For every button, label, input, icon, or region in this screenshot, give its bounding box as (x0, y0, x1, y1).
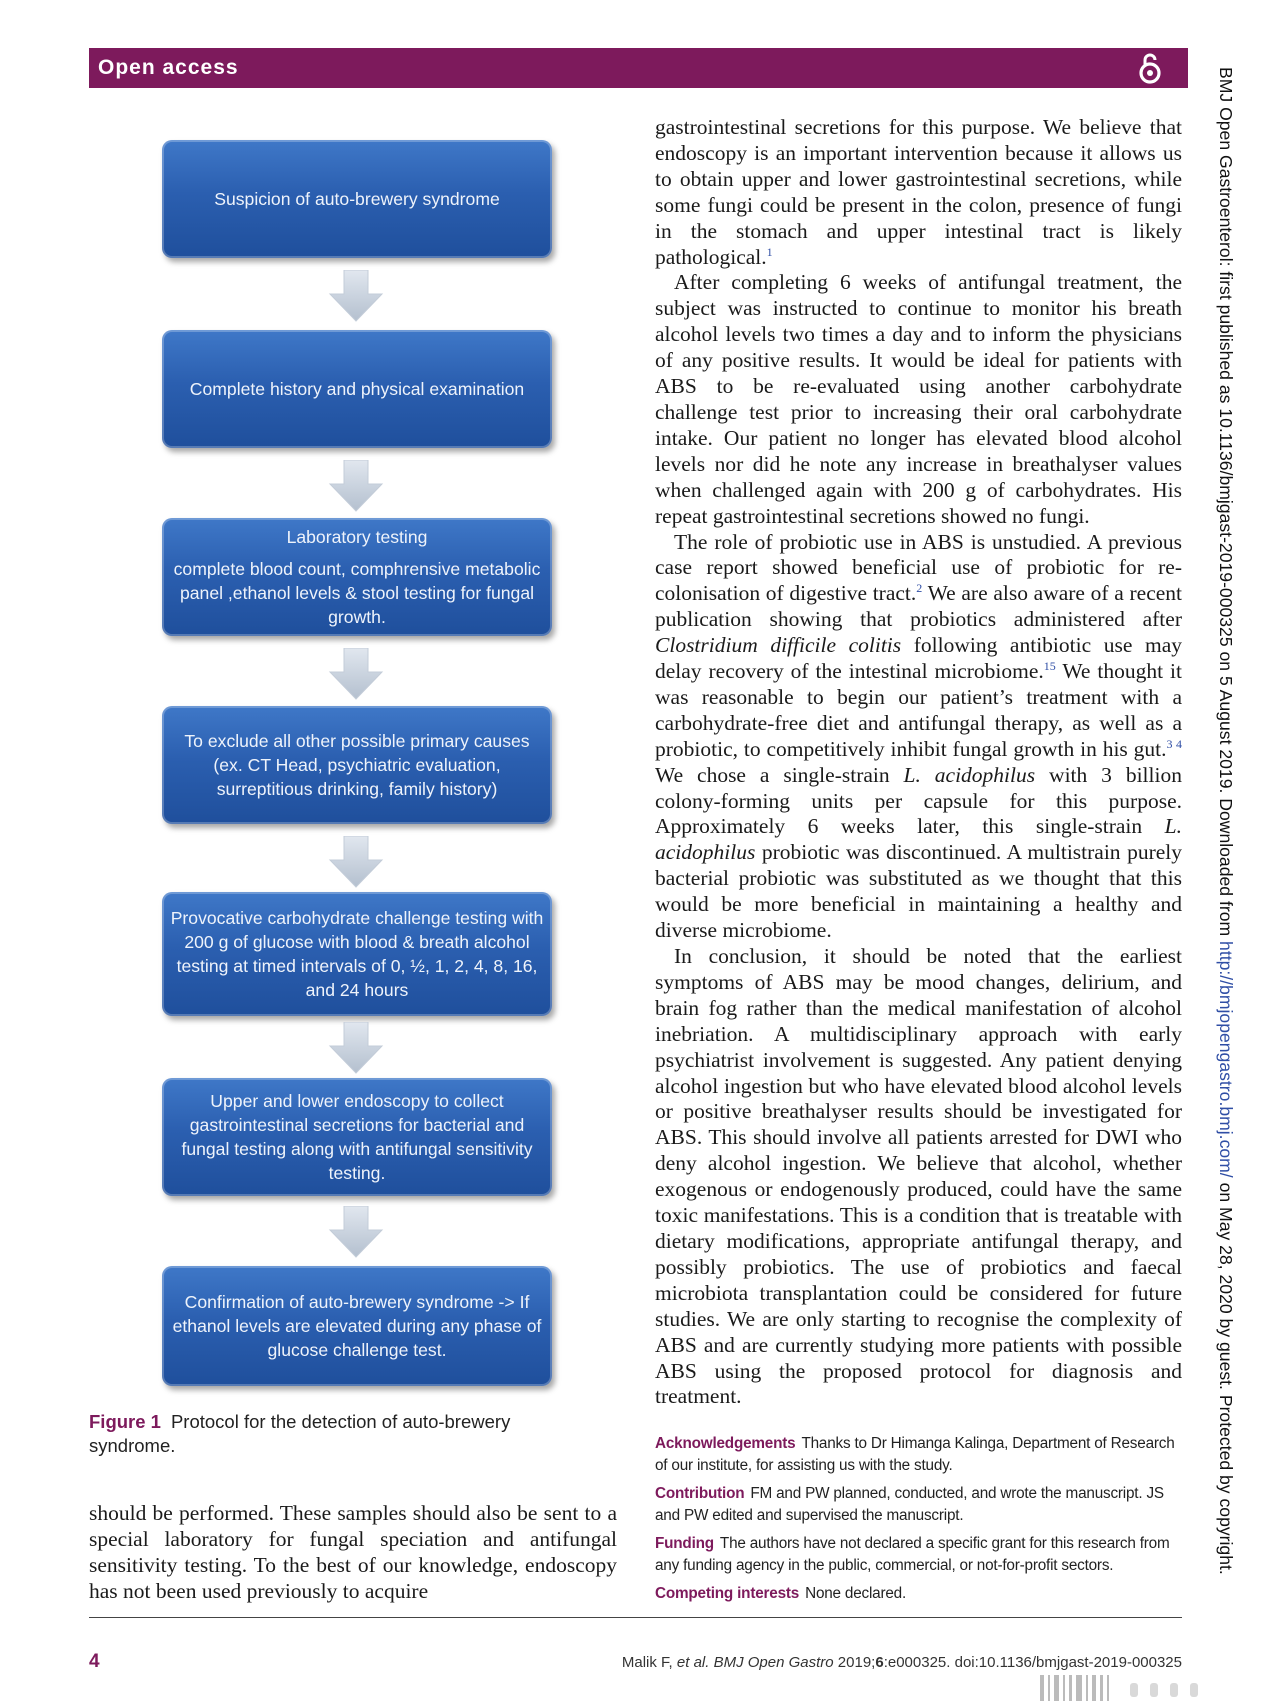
down-arrow-icon (328, 648, 384, 700)
flow-box-exclusion (162, 706, 552, 824)
flow-box-challenge-test (162, 892, 552, 1016)
citation-etal: et al. (676, 1654, 710, 1671)
body-paragraph (655, 530, 1182, 945)
citation-volume: 6 (875, 1654, 884, 1671)
flow-box-text: Confirmation of auto-brewery syndrome -> If ethanol levels are elevated during any phase of glucose challenge test. (172, 1292, 542, 1360)
section-heading: Acknowledgements (655, 1435, 796, 1452)
flow-box-text: Complete history and physical examination (189, 379, 525, 399)
body-paragraph (655, 115, 1182, 270)
paragraph-text: gastrointestinal secretions for this purpose. We believe that endoscopy is an important intervention because it allows us to obtain upper and lower gastrointestinal secretions, while some fungi could be present in the colon, presence of fungi in the stomach and upper intestinal tract is likely pathological. (655, 115, 1182, 269)
footer-divider (89, 1617, 1182, 1618)
down-arrow-icon (328, 836, 384, 888)
italic-term: Clostridium difficile colitis (655, 633, 902, 658)
citation-doi: :e000325. doi:10.1136/bmjgast-2019-000325 (883, 1654, 1182, 1671)
flow-box-confirmation (162, 1266, 552, 1386)
body-paragraph: In conclusion, it should be noted that the earliest symptoms of ABS may be mood changes, delirium, and brain fog rather than the medical manifestation of alcohol inebriation. A multidisciplinary approach with early psychiatrist involvement is suggested. Any patient denying alcohol ingestion but who have elevated blood alcohol levels or positive breathalyser results should be investigated for ABS. This should involve all patients arrested for DWI who deny alcohol ingestion. We believe that alcohol, whether exogenous or endogenously produced, could have the same toxic manifestations. This is a condition that is treatable with dietary modifications, appropriate antifungal therapy, and possibly probiotics. The use of probiotics and faecal microbiota transplantation could be considered for future studies. We are only starting to recognise the complexity of ABS and are currently studying more patients with possible ABS using the proposed protocol for diagnosis and treatment. (655, 944, 1182, 1409)
citation-year: 2019; (833, 1654, 876, 1671)
section-text: Thanks to Dr Himanga Kalinga, Department of Research of our institute, for assisting us with the study. (655, 1435, 1175, 1474)
figure-caption (89, 1410, 589, 1458)
flow-box-text: Upper and lower endoscopy to collect gastrointestinal secretions for bacterial and fungal testing along with antifungal sensitivity testing. (181, 1091, 533, 1183)
journal-link[interactable]: http://bmjopengastro.bmj.com/ (1216, 941, 1236, 1178)
left-column-paragraph: should be performed. These samples should also be sent to a special laboratory for fungal speciation and antifungal sensitivity testing. To the best of our knowledge, endoscopy has not been used previously to acquire (89, 1501, 617, 1603)
reference-link[interactable]: 3 4 (1166, 736, 1182, 751)
watermark-barcode-icon (1040, 1671, 1260, 1701)
reference-link[interactable]: 1 (766, 244, 773, 259)
italic-term: L. acidophilus (903, 762, 1036, 787)
down-arrow-icon (328, 460, 384, 512)
section-heading: Funding (655, 1535, 714, 1552)
paragraph-text: following antibiotic use may delay recovery of the intestinal microbiome. (655, 633, 1182, 684)
down-arrow-icon (328, 1022, 384, 1074)
down-arrow-icon (328, 1206, 384, 1258)
figure-label: Figure 1 (89, 1411, 161, 1432)
competing-interests (655, 1583, 1182, 1605)
paragraph-text: We thought it was reasonable to begin our patient’s treatment with a carbohydrate-free diet and antifungal therapy, as well as a probiotic, to competitively inhibit fungal growth in his gut. (655, 659, 1183, 761)
paragraph-text: The role of probiotic use in ABS is unstudied. A previous case report showed beneficial use of probiotic for re-colonisation of digestive tract. (655, 529, 1182, 606)
open-access-header (89, 48, 1188, 88)
funding (655, 1533, 1182, 1576)
reference-link[interactable]: 2 (916, 581, 923, 596)
section-text: FM and PW planned, conducted, and wrote the manuscript. JS and PW edited and supervised the manuscript. (655, 1485, 1164, 1524)
open-access-lock-icon (1138, 51, 1162, 85)
paragraph-text: with 3 billion colony-forming units per capsule for this purpose. Approximately 6 weeks later, this single-strain (655, 762, 1182, 839)
flow-box-text: Provocative carbohydrate challenge testing with 200 g of glucose with blood & breath alcohol testing at timed intervals of 0, ½, 1, 2, 4, 8, 16, and 24 hours (170, 908, 544, 1000)
flow-box-endoscopy (162, 1078, 552, 1196)
section-heading: Competing interests (655, 1585, 800, 1602)
paragraph-text: We chose a single-strain (655, 762, 904, 787)
protocol-flowchart (158, 140, 554, 1392)
flow-box-title: Laboratory testing (286, 527, 428, 547)
flow-box-text: To exclude all other possible primary causes (ex. CT Head, psychiatric evaluation, surreptitious drinking, family history) (184, 731, 530, 799)
back-matter (655, 1433, 1182, 1612)
italic-term: L. acidophilus (655, 814, 1182, 865)
contribution (655, 1483, 1182, 1526)
citation-authors: Malik F, (621, 1654, 677, 1671)
flow-box-laboratory (162, 518, 552, 636)
figure-caption-text: Protocol for the detection of auto-brewery syndrome. (89, 1411, 511, 1456)
footer-citation (622, 1654, 1182, 1671)
flow-box-suspicion (162, 140, 552, 258)
side-copyright-notice (1215, 67, 1236, 1627)
flow-box-history (162, 330, 552, 448)
section-text: None declared. (805, 1585, 907, 1602)
down-arrow-icon (328, 270, 384, 322)
section-heading: Contribution (655, 1485, 745, 1502)
flow-box-text: complete blood count, comphrensive metabolic panel ,ethanol levels & stool testing for fungal growth. (173, 559, 541, 627)
page-number: 4 (89, 1651, 100, 1672)
paragraph-text: We are also aware of a recent publication showing that probiotics administered after (655, 581, 1182, 632)
side-notice-text: BMJ Open Gastroenterol: first published as 10.1136/bmjgast-2019-000325 on 5 August 2019. Downloaded from (1216, 67, 1236, 942)
header-label: Open access (98, 56, 239, 79)
paragraph-text: probiotic was discontinued. A multistrain purely bacterial probiotic was substituted as we thought that this would be more beneficial in maintaining a healthy and diverse microbiome. (655, 840, 1182, 943)
side-notice-tail: on May 28, 2020 by guest. Protected by copyright. (1216, 1177, 1236, 1575)
reference-link[interactable]: 15 (1043, 659, 1056, 674)
section-text: The authors have not declared a specific grant for this research from any funding agency in the public, commercial, or not-for-profit sectors. (655, 1535, 1170, 1574)
acknowledgements (655, 1433, 1182, 1476)
right-column-body (655, 115, 1182, 1410)
body-paragraph: After completing 6 weeks of antifungal treatment, the subject was instructed to continue to monitor his breath alcohol levels two times a day and to inform the physicians of any positive results. It would be ideal for patients with ABS to be re-evaluated using another carbohydrate challenge test prior to increasing their oral carbohydrate intake. Our patient no longer has elevated blood alcohol levels nor did he note any increase in breathalyser values when challenged again with 200 g of carbohydrates. His repeat gastrointestinal secretions showed no fungi. (655, 270, 1182, 528)
citation-journal: BMJ Open Gastro (709, 1654, 834, 1671)
flow-box-text: Suspicion of auto-brewery syndrome (214, 189, 500, 209)
